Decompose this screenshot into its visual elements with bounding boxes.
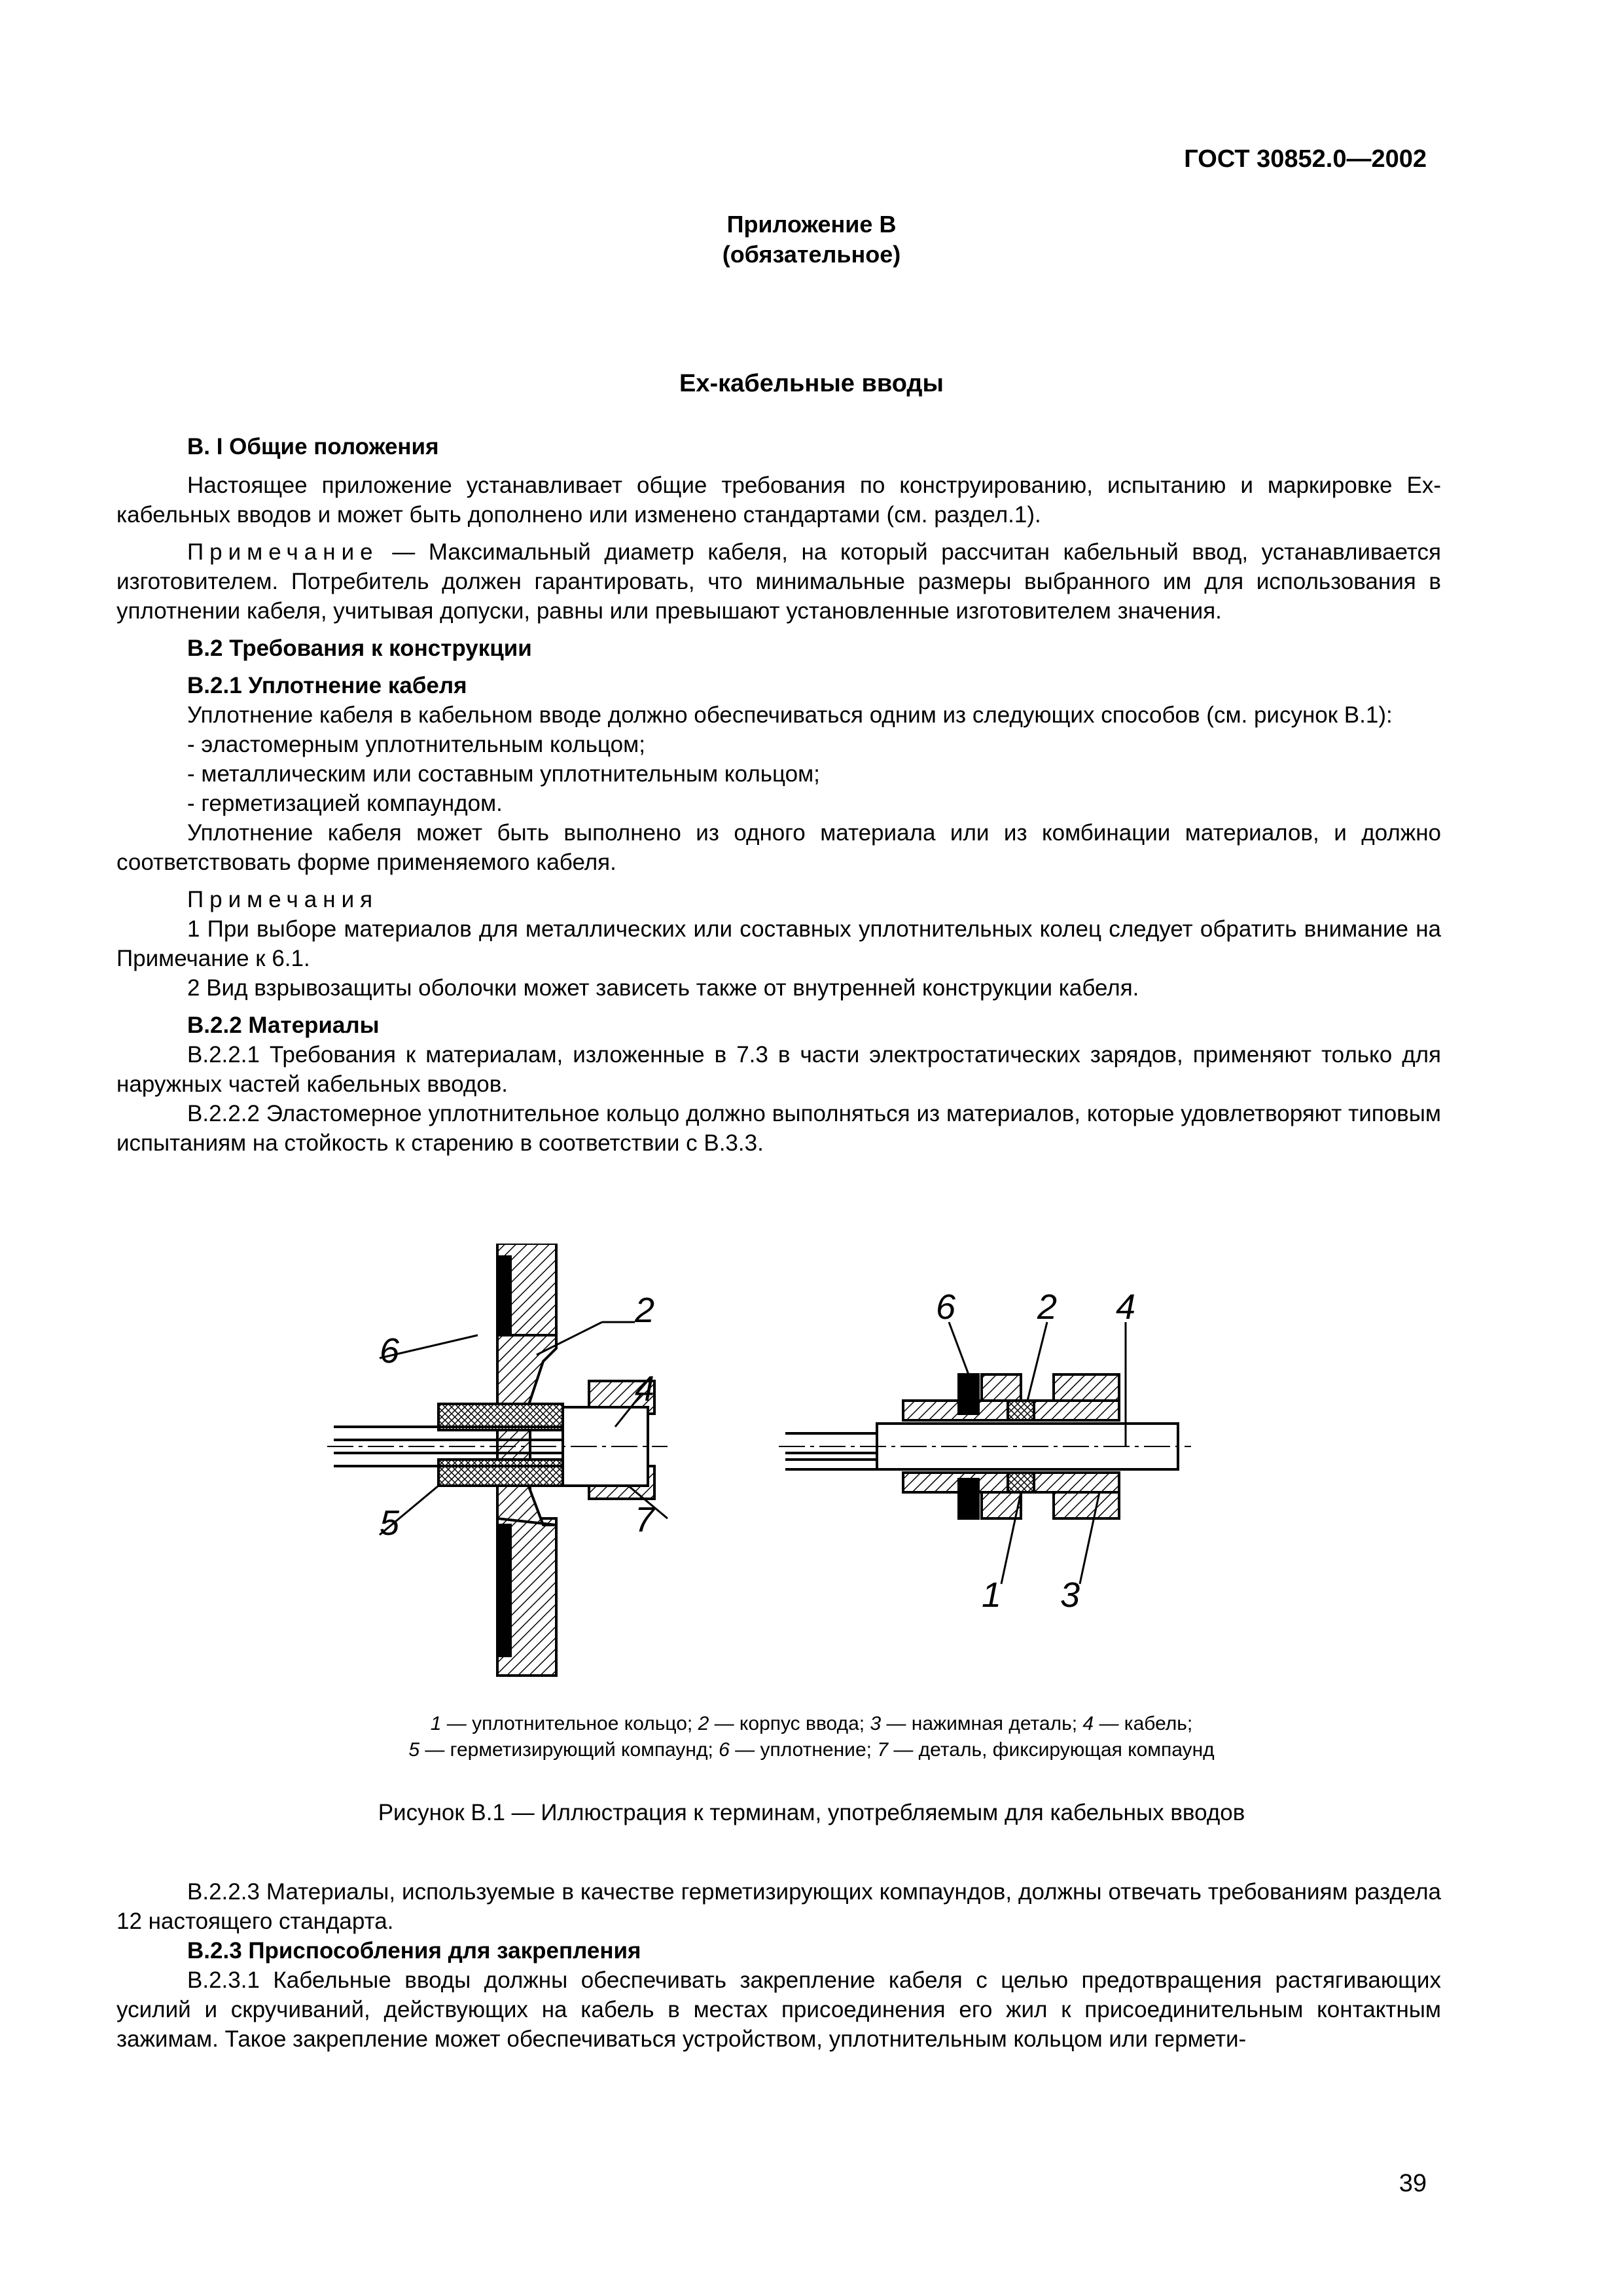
page-number: 39 [1399, 2170, 1427, 2197]
seal-strip-bottom [499, 1525, 510, 1656]
seal-right-bottom [959, 1479, 978, 1518]
paragraph-b222: В.2.2.2 Эластомерное уплотнительное кольцо должно выполняться из материалов, которые удовлетворяют типовым испытаниям на стойкость к старению в соответствии с В.3.3. [116, 1101, 1441, 1156]
figure-legend [0, 1711, 1623, 1763]
body-upper [116, 432, 1441, 1158]
notes-label: Примечания [187, 887, 379, 912]
body-lower [116, 1877, 1441, 2054]
appendix-title: Приложение В [726, 211, 897, 238]
label-2-right: 2 [1037, 1287, 1058, 1327]
heading-b2: В.2 Требования к конструкции [187, 636, 532, 661]
figure-caption: Рисунок В.1 — Иллюстрация к терминам, употребляемым для кабельных вводов [378, 1800, 1245, 1825]
left-drawing [327, 1244, 668, 1676]
note-label: Примечание [187, 539, 379, 565]
heading-b22: В.2.2 Материалы [187, 1013, 380, 1038]
compound-bottom [438, 1460, 563, 1486]
legend-line-2: 5 — герметизирующий компаунд; 6 — уплотнение; 7 — деталь, фиксирующая компаунд [408, 1739, 1215, 1761]
seal-ring-bottom [1008, 1473, 1034, 1492]
document-header: ГОСТ 30852.0—2002 [1184, 145, 1427, 173]
cable-entry-drawing [327, 1244, 1257, 1689]
list-item: - герметизацией компаундом. [187, 791, 503, 816]
seal-ring-top [1008, 1401, 1034, 1420]
label-7-left: 7 [635, 1500, 655, 1539]
right-drawing [779, 1322, 1191, 1584]
paragraph-b231: В.2.3.1 Кабельные вводы должны обеспечивать закрепление кабеля с целью предотвращения растягивающих усилий и скручиваний, действующих на кабель в местах присоединения его жил к присоединительным контактным зажимам. Такое закрепление может обеспечиваться устройством, уплотнительным кольцом или гермети- [116, 1967, 1441, 2052]
label-4-left: 4 [635, 1369, 655, 1408]
seal-right-top [959, 1374, 978, 1414]
list-item: - металлическим или составным уплотнительным кольцом; [187, 761, 820, 787]
legend-line-1: 1 — уплотнительное кольцо; 2 — корпус ввода; 3 — нажимная деталь; 4 — кабель; [430, 1713, 1193, 1734]
label-6-right: 6 [936, 1287, 956, 1327]
label-1-right: 1 [982, 1575, 1002, 1615]
paragraph-b1: Настоящее приложение устанавливает общие требования по конструированию, испытанию и маркировке Ex-кабельных вводов и может быть дополнено или изменено стандартами (см. раздел.1). [116, 473, 1441, 528]
paragraph-b21-2: Уплотнение кабеля может быть выполнено из одного материала или из комбинации материалов, и должно соответствовать форме применяемого кабеля. [116, 820, 1441, 875]
note-text: — Максимальный диаметр кабеля, на который рассчитан кабельный ввод, устанавливается изготовителем. Потребитель должен гарантировать, что минимальные размеры выбранного им для использования в уплотнении кабеля, учитывая допуски, равны или превышают установленные изготовителем значения. [116, 539, 1441, 624]
note-1: 1 При выборе материалов для металлических или составных уплотнительных колец следует обратить внимание на Примечание к 6.1. [116, 916, 1441, 971]
label-3-right: 3 [1060, 1575, 1080, 1615]
note-b1 [116, 537, 1441, 626]
paragraph-b21-1: Уплотнение кабеля в кабельном вводе должно обеспечиваться одним из следующих способов (см. рисунок В.1): [187, 702, 1393, 728]
heading-b1: В. I Общие положения [187, 434, 439, 459]
heading-b23: В.2.3 Приспособления для закрепления [187, 1938, 641, 1964]
appendix-heading [0, 209, 1623, 270]
paragraph-b221: В.2.2.1 Требования к материалам, изложенные в 7.3 в части электростатических зарядов, применяют только для наружных частей кабельных вводов. [116, 1042, 1441, 1097]
list-item: - эластомерным уплотнительным кольцом; [187, 732, 645, 757]
note-2: 2 Вид взрывозащиты оболочки может зависеть также от внутренней конструкции кабеля. [187, 975, 1139, 1001]
label-6-left: 6 [380, 1331, 400, 1371]
label-4-right: 4 [1116, 1287, 1136, 1327]
paragraph-b223: В.2.2.3 Материалы, используемые в качестве герметизирующих компаундов, должны отвечать требованиям раздела 12 настоящего стандарта. [116, 1879, 1441, 1934]
appendix-status: (обязательное) [722, 241, 901, 268]
heading-b21: В.2.1 Уплотнение кабеля [187, 673, 467, 698]
label-5-left: 5 [380, 1503, 400, 1543]
label-2-left: 2 [635, 1291, 655, 1330]
seal-strip-top [499, 1257, 510, 1335]
section-title: Ex-кабельные вводы [679, 370, 944, 397]
